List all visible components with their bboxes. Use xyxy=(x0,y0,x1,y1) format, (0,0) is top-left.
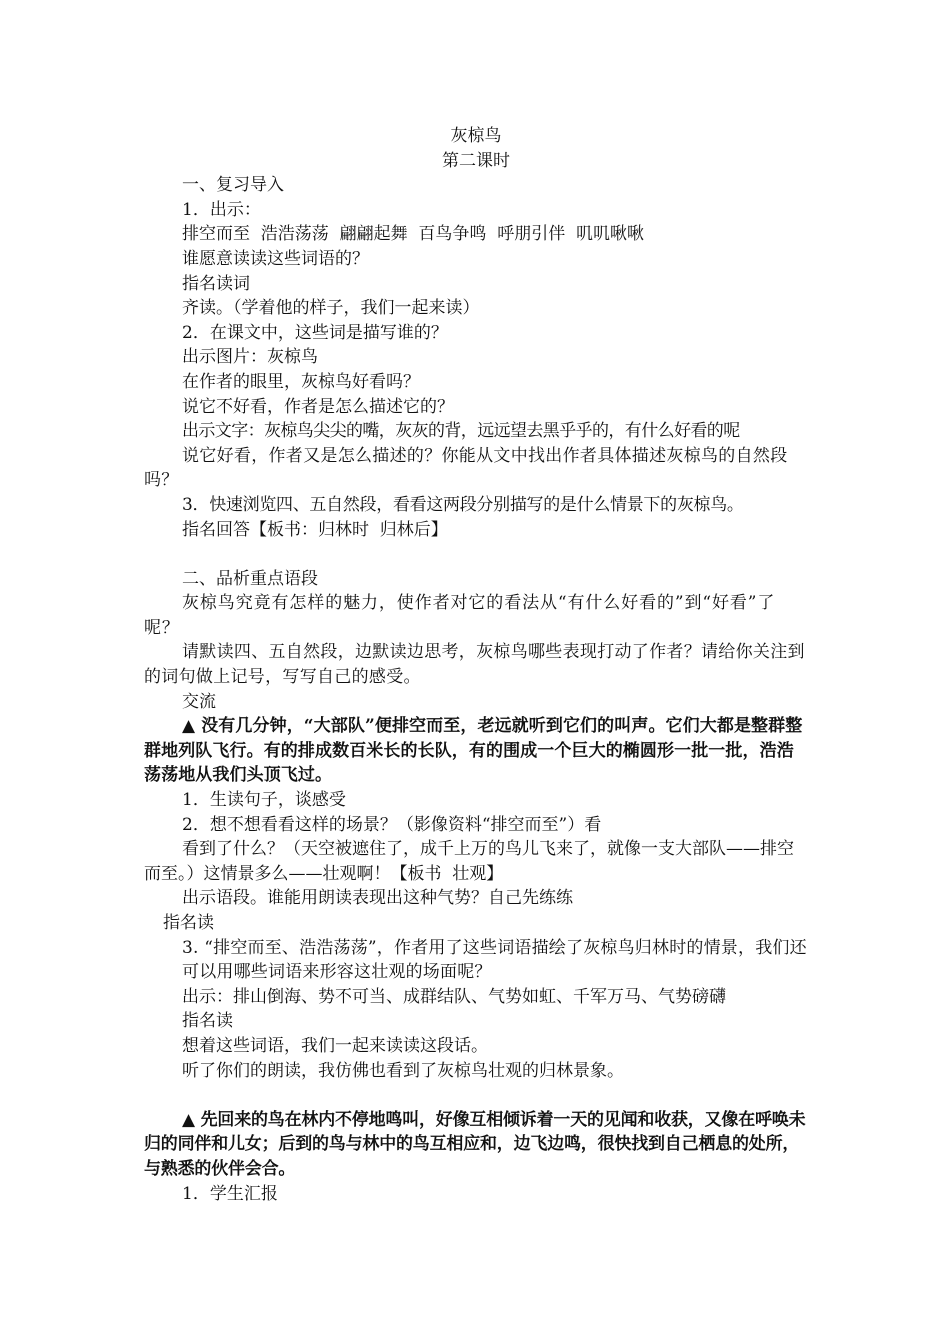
text-line: 说它不好看，作者是怎么描述它的？ xyxy=(182,396,454,417)
text-line: 1．生读句子，谈感受 xyxy=(182,790,346,811)
blank-line xyxy=(144,542,808,567)
text-line: 出示：排山倒海、势不可当、成群结队、气势如虹、千军万马、气势磅礴 xyxy=(182,986,726,1007)
text-line: 1．学生汇报 xyxy=(182,1183,278,1204)
text-line: 2．在课文中，这些词是描写谁的？ xyxy=(182,322,448,343)
text-line: 在作者的眼里，灰椋鸟好看吗？ xyxy=(182,371,420,392)
text-line: 指名读词 xyxy=(182,273,250,294)
section-heading-analysis: 二、品析重点语段 xyxy=(182,568,318,589)
text-line: 出示文字：灰椋鸟尖尖的嘴，灰灰的背，远远望去黑乎乎的，有什么好看的呢 xyxy=(182,421,740,442)
text-line: 2．想不想看看这样的场景？（影像资料“排空而至”）看 xyxy=(182,814,602,835)
text-line: 1．出示： xyxy=(182,199,261,220)
document-title: 灰椋鸟 xyxy=(450,126,502,146)
text-paragraph: 看到了什么？（天空被遮住了，成千上万的鸟儿飞来了，就像一支大部队——排空而至。）这情景多么——壮观啊！【板书 壮观】 xyxy=(144,839,794,884)
blank-line xyxy=(144,1083,808,1108)
quoted-passage-2: ▲ 先回来的鸟在林内不停地鸣叫，好像互相倾诉着一天的见闻和收获，又像在呼唤未归的同伴和儿女；后到的鸟与林中的鸟互相应和，边飞边鸣，很快找到自己栖息的处所，与熟悉的伙伴会合。 xyxy=(144,1109,806,1179)
text-line: 指名回答【板书：归林时 归林后】 xyxy=(182,519,448,540)
document-page xyxy=(144,124,808,1206)
text-paragraph: 灰椋鸟究竟有怎样的魅力，使作者对它的看法从“有什么好看的”到“好看”了呢？ xyxy=(144,593,776,638)
text-line: 出示语段。谁能用朗读表现出这种气势？自己先练练 xyxy=(182,888,573,909)
text-line: 指名读 xyxy=(163,913,214,933)
section-heading-review: 一、复习导入 xyxy=(182,175,284,196)
text-line: 排空而至 浩浩荡荡 翩翩起舞 百鸟争鸣 呼朋引伴 叽叽啾啾 xyxy=(182,224,645,245)
text-line: 3．快速浏览四、五自然段，看看这两段分别描写的是什么情景下的灰椋鸟。 xyxy=(182,494,744,515)
text-line: 指名读 xyxy=(182,1011,233,1032)
text-line: 想着这些词语，我们一起来读读这段话。 xyxy=(182,1035,488,1056)
text-paragraph: 3. “排空而至、浩浩荡荡”，作者用了这些词语描绘了灰椋鸟归林时的情景，我们还可以用哪些词语来形容这壮观的场面呢？ xyxy=(182,937,807,983)
text-paragraph: 说它好看，作者又是怎么描述的？你能从文中找出作者具体描述灰椋鸟的自然段吗？ xyxy=(144,445,788,491)
text-paragraph: 请默读四、五自然段，边默读边思考，灰椋鸟哪些表现打动了作者？请给你关注到的词句做上记号，写写自己的感受。 xyxy=(144,642,805,688)
text-line: 齐读。（学着他的样子，我们一起来读） xyxy=(182,298,480,319)
text-line: 交流 xyxy=(182,691,216,712)
text-line: 谁愿意读读这些词语的？ xyxy=(182,248,369,269)
text-line: 出示图片：灰椋鸟 xyxy=(182,347,318,368)
quoted-passage-1: ▲ 没有几分钟，“大部队”便排空而至，老远就听到它们的叫声。它们大都是整群整群地列队飞行。有的排成数百米长的长队，有的围成一个巨大的椭圆形一批一批，浩浩荡荡地从我们头顶飞过。 xyxy=(144,716,803,786)
text-line: 听了你们的朗读，我仿佛也看到了灰椋鸟壮观的归林景象。 xyxy=(182,1060,624,1081)
document-subtitle: 第二课时 xyxy=(442,150,510,171)
